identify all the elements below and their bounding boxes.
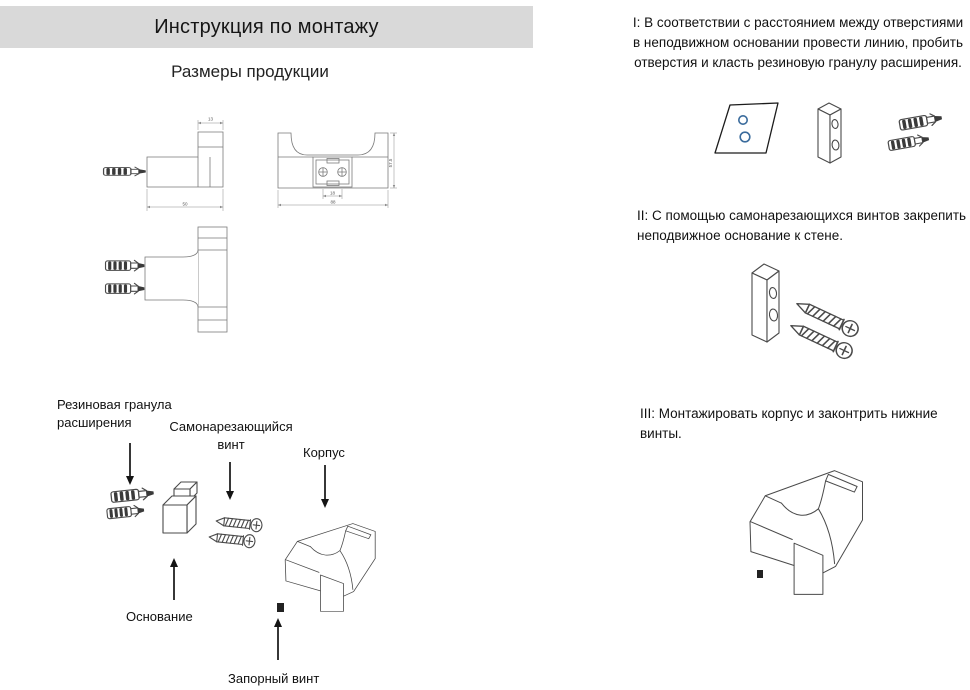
label-lock-screw: Запорный винт: [228, 671, 320, 686]
lock-screw-illustration: [757, 570, 763, 578]
label-base: Основание: [126, 609, 193, 624]
top-view-drawing: [93, 222, 238, 344]
base-block-illustration: [163, 482, 197, 533]
dim-side-depth: 50: [182, 201, 188, 207]
dim-front-height: 57.5: [388, 158, 393, 168]
anchor-icon: [104, 167, 146, 176]
step-1-illustration: [693, 93, 958, 185]
step-2-text: II: С помощью самонарезающихся винтов закрепить неподвижное основание к стене.: [637, 208, 967, 243]
base-plate-illustration: [818, 103, 841, 163]
label-body: Корпус: [303, 445, 345, 460]
wall-panel-illustration: [715, 103, 778, 153]
dim-hole-spacing: 18: [329, 190, 336, 196]
label-self-tapping-screw: Самонарезающийся винт: [169, 419, 293, 452]
screw-icon: [208, 530, 255, 548]
step-3-text: III: Монтажировать корпус и законтрить нижние винты.: [640, 406, 938, 441]
base-plate-illustration: [752, 264, 779, 342]
side-view-drawing: [93, 103, 268, 218]
screw-icon: [215, 514, 262, 532]
lock-screw-illustration: [277, 603, 284, 612]
step-2-illustration: [743, 253, 933, 388]
step-1-text: I: В соответствии с расстоянием между отверстиями в неподвижном основании провести линию, пробить отверстия и класть резиновую гранулу расширения.: [632, 15, 964, 70]
label-rubber-anchor: Резиновая гранула расширения: [57, 397, 172, 430]
section-title: Размеры продукции: [171, 62, 329, 81]
step-3-illustration: [733, 443, 893, 613]
dim-front-width: 88: [330, 199, 336, 205]
page-header: [0, 6, 533, 48]
anchor-icon: [899, 112, 943, 131]
hook-body-illustration: [750, 471, 863, 595]
anchor-icon: [106, 283, 145, 294]
anchor-icon: [111, 487, 155, 503]
hook-body-illustration: [285, 524, 375, 612]
anchor-icon: [107, 504, 145, 519]
front-view-drawing: [273, 95, 413, 215]
anchor-icon: [888, 133, 930, 151]
dim-side-width: 13: [207, 116, 214, 122]
page-title: Инструкция по монтажу: [154, 15, 379, 38]
anchor-icon: [106, 260, 145, 271]
